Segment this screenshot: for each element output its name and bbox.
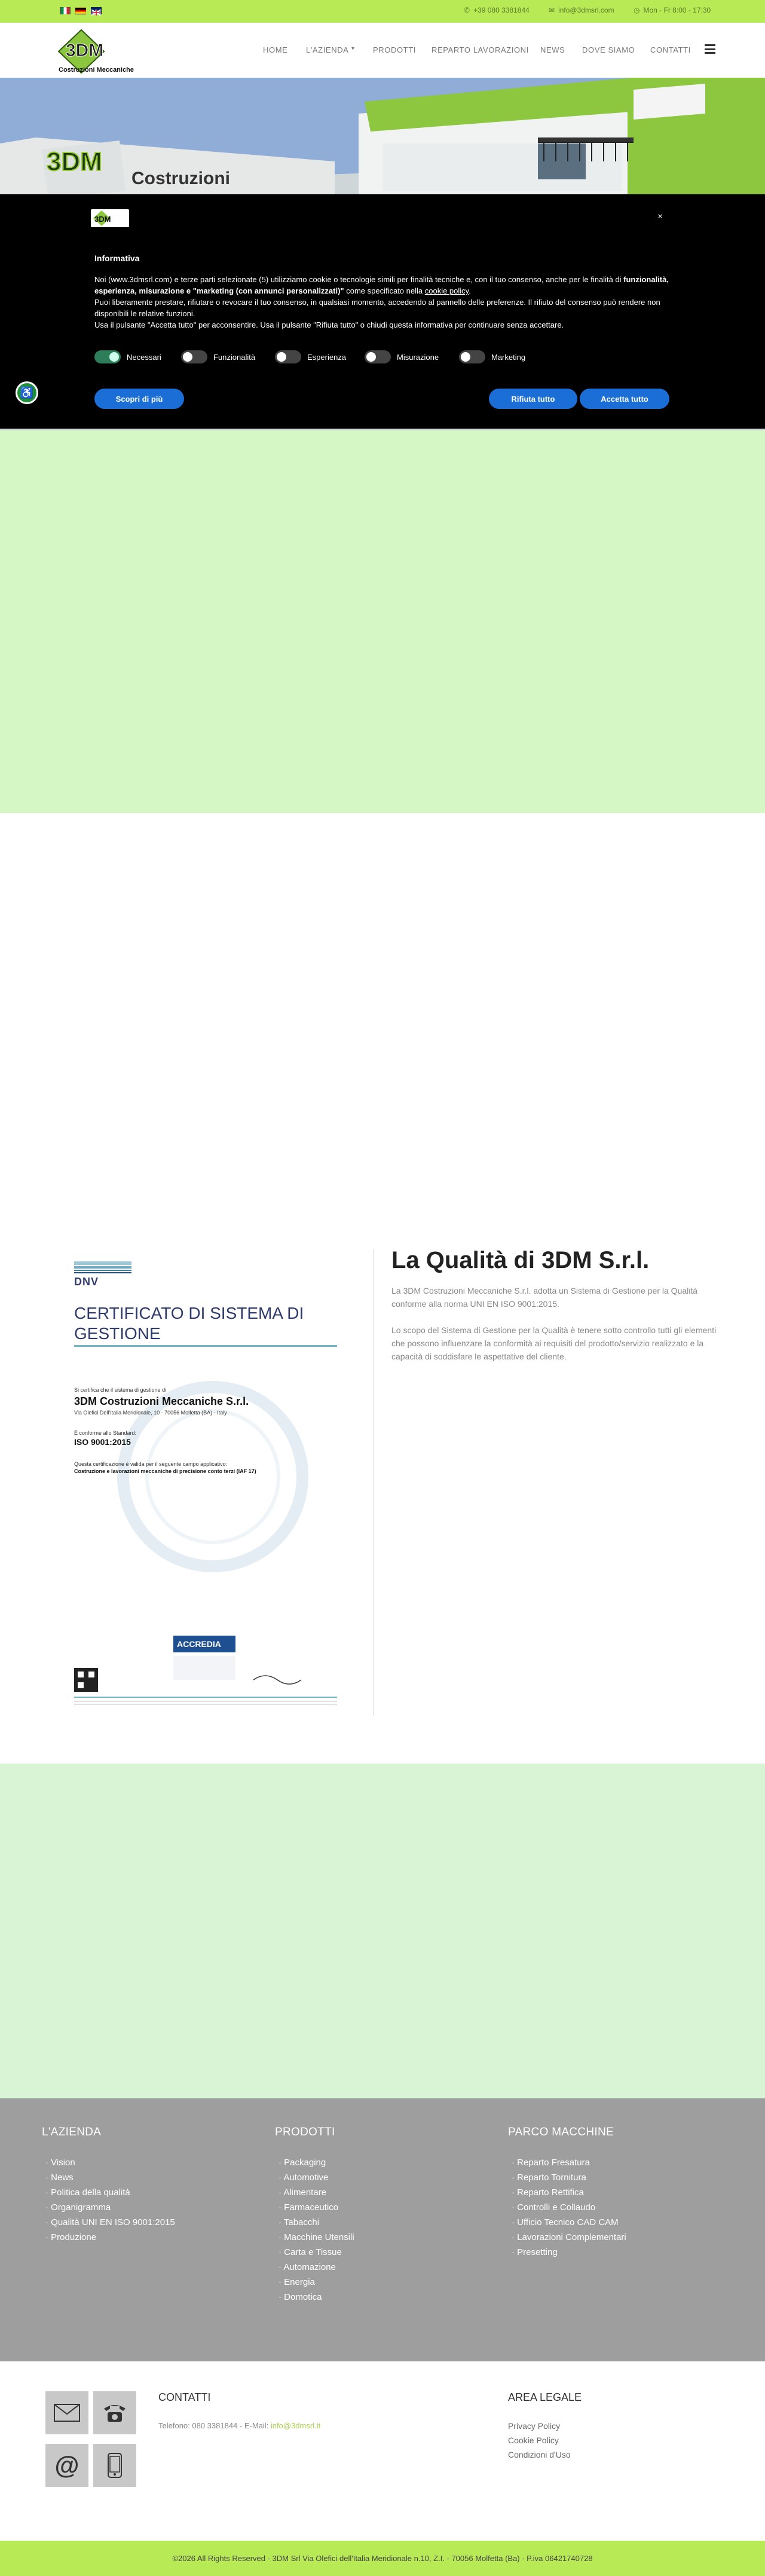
toggle-marketing[interactable]: Marketing bbox=[459, 350, 525, 363]
hero-sign-text: Costruzioni bbox=[131, 169, 230, 188]
menu-hamburger-icon[interactable] bbox=[705, 44, 715, 54]
section-divider bbox=[373, 1249, 374, 1716]
quality-paragraph-2: Lo scopo del Sistema di Gestione per la Qualità è tenere sotto controllo tutti gli elementi che possono influenzare la conformità ai requisiti del prodotto/servizio realizzato e la capacità di soddisfare le aspettative del cliente. bbox=[391, 1325, 717, 1361]
footer-link[interactable]: · Tabacchi bbox=[279, 2217, 320, 2227]
footer-link[interactable]: · Automotive bbox=[279, 2172, 329, 2183]
contacts-email-link[interactable]: info@3dmsrl.it bbox=[270, 2421, 321, 2430]
contacts-line: Telefono: 080 3381844 - E-Mail: info@3dmsrl.it bbox=[158, 2421, 321, 2430]
footer-link[interactable]: · Qualità UNI EN ISO 9001:2015 bbox=[45, 2217, 175, 2227]
footer-link[interactable]: · Lavorazioni Complementari bbox=[512, 2232, 626, 2242]
cookie-banner-logo bbox=[91, 209, 129, 227]
phone-tile[interactable] bbox=[93, 2391, 136, 2434]
footer-link[interactable]: · Reparto Tornitura bbox=[512, 2172, 586, 2183]
certificate-standard: ISO 9001:2015 bbox=[74, 1437, 131, 1447]
copyright-bar bbox=[0, 2541, 765, 2576]
quality-paragraph-1: La 3DM Costruzioni Meccaniche S.r.l. adotta un Sistema di Gestione per la Qualità conforme alla norma UNI EN ISO 9001:2015. bbox=[391, 1286, 698, 1309]
hero-sign-brand: 3DM bbox=[47, 147, 102, 176]
switch-icon bbox=[94, 350, 121, 363]
footer-prodotti-list bbox=[279, 2155, 354, 2305]
cookie-text bbox=[94, 274, 671, 331]
certificate-label: Si certifica che il sistema di gestione di bbox=[74, 1387, 167, 1393]
terms-link[interactable]: Condizioni d'Uso bbox=[508, 2450, 571, 2459]
footer-link[interactable]: · Reparto Fresatura bbox=[512, 2158, 590, 2168]
footer-link[interactable]: · Carta e Tissue bbox=[279, 2247, 342, 2257]
toggle-necessari[interactable]: Necessari bbox=[94, 350, 161, 363]
cookie-policy-link[interactable]: cookie policy bbox=[424, 286, 469, 295]
toggle-esperienza[interactable]: Esperienza bbox=[275, 350, 346, 363]
mobile-phone-icon bbox=[108, 2453, 122, 2478]
at-sign-icon[interactable]: @ bbox=[45, 2444, 88, 2487]
nav-azienda[interactable]: L'AZIENDA bbox=[306, 45, 349, 54]
certificate-address: Via Olefici Dell'Italia Meridionale, 10 - 70056 Molfetta (BA) - Italy bbox=[74, 1410, 227, 1416]
certificate-brand: DNV bbox=[74, 1276, 99, 1288]
mail-tile[interactable] bbox=[45, 2391, 88, 2434]
cookie-policy-footer-link[interactable]: Cookie Policy bbox=[508, 2436, 559, 2445]
learn-more-button[interactable]: Scopri di più bbox=[94, 389, 184, 409]
topbar-phone[interactable]: ✆ +39 080 3381844 bbox=[464, 6, 530, 14]
legal-title: AREA LEGALE bbox=[508, 2391, 582, 2403]
footer-link[interactable]: · Energia bbox=[279, 2277, 315, 2287]
toggle-funzionalita[interactable]: Funzionalità bbox=[181, 350, 255, 363]
nav-contatti[interactable]: CONTATTI bbox=[650, 45, 691, 54]
footer-link[interactable]: · Packaging bbox=[279, 2158, 326, 2168]
cookie-text-main: Noi (www.3dmsrl.com) e terze parti selezionate (5) utilizziamo cookie o tecnologie simili per finalità tecniche e, con il tuo consenso, anche per le finalità di funzionalità, esperienza, misurazione e "marketing (con annunci personalizzati)" come specificato nella cookie policy. bbox=[94, 275, 669, 295]
quality-title: La Qualità di 3DM S.r.l. bbox=[391, 1247, 650, 1273]
cookie-title: Informativa bbox=[94, 253, 140, 263]
flag-german-icon[interactable] bbox=[75, 7, 86, 14]
footer-link[interactable]: · Presetting bbox=[512, 2247, 558, 2257]
reject-all-button[interactable]: Rifiuta tutto bbox=[489, 389, 577, 409]
footer-azienda-list bbox=[45, 2155, 175, 2245]
certificate-conform-label: È conforme allo Standard: bbox=[74, 1430, 137, 1436]
nav-home[interactable]: HOME bbox=[263, 45, 288, 54]
flag-english-icon[interactable] bbox=[91, 7, 102, 14]
accredia-logo: ACCREDIA bbox=[177, 1639, 221, 1649]
footer-link[interactable]: · Ufficio Tecnico CAD CAM bbox=[512, 2217, 619, 2227]
green-section-2 bbox=[0, 1764, 765, 2098]
phone-icon: ✆ bbox=[464, 6, 470, 14]
envelope-icon: ✉ bbox=[549, 6, 555, 14]
site-logo[interactable] bbox=[53, 27, 152, 75]
envelope-icon bbox=[54, 2404, 80, 2422]
footer-link[interactable]: · Domotica bbox=[279, 2292, 322, 2302]
certificate-scope: Costruzione e lavorazioni meccaniche di precisione conto terzi (IAF 17) bbox=[74, 1468, 256, 1474]
footer-link[interactable]: · Farmaceutico bbox=[279, 2202, 339, 2213]
footer-parco-list bbox=[512, 2155, 626, 2260]
clock-icon: ◷ bbox=[634, 6, 640, 14]
topbar-email[interactable]: ✉ info@3dmsrl.com bbox=[549, 6, 614, 14]
certificate-image[interactable] bbox=[74, 1261, 342, 1710]
footer-prodotti-title: PRODOTTI bbox=[275, 2126, 335, 2138]
flag-italian-icon[interactable] bbox=[60, 7, 71, 14]
footer-link[interactable]: · Alimentare bbox=[279, 2187, 327, 2198]
telephone-icon bbox=[103, 2403, 127, 2423]
footer-link[interactable]: · Organigramma bbox=[45, 2202, 111, 2213]
svg-text:3DM: 3DM bbox=[94, 215, 111, 224]
nav-news[interactable]: NEWS bbox=[540, 45, 565, 54]
switch-icon bbox=[275, 350, 301, 363]
contacts-title: CONTATTI bbox=[158, 2391, 211, 2403]
footer-azienda-title: L'AZIENDA bbox=[42, 2126, 102, 2138]
contacts-phone: Telefono: 080 3381844 bbox=[158, 2421, 238, 2430]
chevron-down-icon: ▾ bbox=[351, 45, 355, 52]
close-icon[interactable]: × bbox=[657, 212, 663, 222]
footer-link[interactable]: · Vision bbox=[45, 2158, 75, 2168]
logo-brand: 3DM bbox=[66, 41, 104, 60]
footer-link[interactable]: · Reparto Rettifica bbox=[512, 2187, 584, 2198]
footer-parco-title: PARCO MACCHINE bbox=[508, 2126, 614, 2138]
footer-link[interactable]: · Politica della qualità bbox=[45, 2187, 130, 2198]
nav-prodotti[interactable]: PRODOTTI bbox=[373, 45, 416, 54]
switch-icon bbox=[459, 350, 485, 363]
logo-subtitle: Costruzioni Meccaniche bbox=[59, 66, 134, 74]
cookie-text-consent: Puoi liberamente prestare, rifiutare o revocare il tuo consenso, in qualsiasi momento, accedendo al pannello delle preferenze. Il rifiuto del consenso può rendere non disponibili le relative funzioni. bbox=[94, 298, 660, 318]
toggle-misurazione[interactable]: Misurazione bbox=[365, 350, 439, 363]
certificate-title: CERTIFICATO DI SISTEMA DI GESTIONE bbox=[74, 1304, 304, 1343]
legal-list bbox=[508, 2419, 571, 2462]
blank-section bbox=[0, 813, 765, 1166]
footer-link[interactable]: · Automazione bbox=[279, 2262, 336, 2272]
switch-icon bbox=[365, 350, 391, 363]
footer-link[interactable]: · Controlli e Collaudo bbox=[512, 2202, 596, 2213]
cookie-text-buttons: Usa il pulsante "Accetta tutto" per acconsentire. Usa il pulsante "Rifiuta tutto" o chiudi questa informativa per continuare senza accettare. bbox=[94, 320, 564, 329]
footer-link[interactable]: · News bbox=[45, 2172, 74, 2183]
green-section bbox=[0, 430, 765, 813]
nav-reparto-lavorazioni[interactable]: REPARTO LAVORAZIONI bbox=[432, 45, 529, 54]
accept-all-button[interactable]: Accetta tutto bbox=[580, 389, 669, 409]
mobile-tile[interactable] bbox=[93, 2444, 136, 2487]
topbar-hours: ◷ Mon - Fr 8:00 - 17:30 bbox=[634, 6, 711, 14]
nav-dove-siamo[interactable]: DOVE SIAMO bbox=[582, 45, 635, 54]
copyright-text: ©2026 All Rights Reserved - 3DM Srl Via Olefici dell'Italia Meridionale n.10, Z.I. - 70056 Molfetta (Ba) - P.iva 06421740728 bbox=[172, 2554, 593, 2563]
accessibility-icon[interactable]: ♿ bbox=[16, 381, 38, 404]
certificate-company: 3DM Costruzioni Meccaniche S.r.l. bbox=[74, 1395, 249, 1407]
footer-link[interactable]: · Macchine Utensili bbox=[279, 2232, 354, 2242]
certificate-scope-label: Questa certificazione è valida per il seguente campo applicativo: bbox=[74, 1461, 228, 1467]
footer-link[interactable]: · Produzione bbox=[45, 2232, 97, 2242]
privacy-policy-link[interactable]: Privacy Policy bbox=[508, 2421, 561, 2431]
switch-icon bbox=[181, 350, 207, 363]
